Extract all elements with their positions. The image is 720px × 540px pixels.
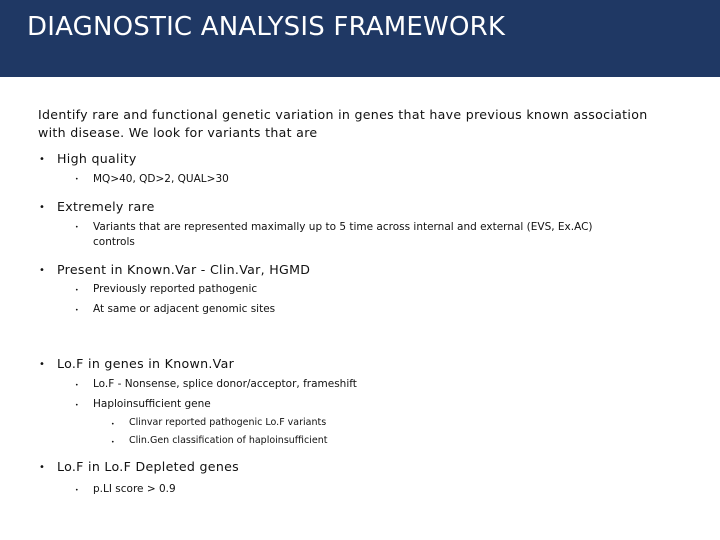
bullet-marker: • (111, 421, 115, 428)
criterion-detail: At same or adjacent genomic sites (93, 303, 276, 315)
bullet-marker: • (111, 439, 115, 446)
criterion-detail: MQ>40, QD>2, QUAL>30 (93, 173, 229, 185)
bullet-marker: • (75, 287, 79, 294)
bullet-marker: • (39, 462, 45, 473)
criterion-detail: Haploinsufficient gene (93, 398, 211, 410)
bullet-marker: • (75, 487, 79, 494)
criterion-lof-depleted: Lo.F in Lo.F Depleted genes (57, 459, 240, 474)
bullet-marker: • (75, 176, 79, 183)
bullet-marker: • (39, 202, 45, 213)
bullet-marker: • (39, 154, 45, 165)
bullet-marker: • (39, 265, 45, 276)
bullet-marker: • (75, 307, 79, 314)
criterion-detail-continued: controls (93, 236, 135, 248)
slide-title: DIAGNOSTIC ANALYSIS FRAMEWORK (27, 12, 506, 42)
criterion-present-in-knownvar: Present in Known.Var - Clin.Var, HGMD (57, 262, 311, 277)
criterion-detail: Variants that are represented maximally up to 5 time across internal and external (EVS, Ex.AC) (93, 221, 593, 233)
bullet-marker: • (75, 224, 79, 231)
bullet-marker: • (39, 359, 45, 370)
criterion-subdetail: Clinvar reported pathogenic Lo.F variants (129, 417, 327, 428)
criterion-extremely-rare: Extremely rare (57, 199, 155, 214)
bullet-marker: • (75, 402, 79, 409)
criterion-detail: p.LI score > 0.9 (93, 483, 176, 495)
bullet-marker: • (75, 382, 79, 389)
criterion-high-quality: High quality (57, 151, 137, 166)
intro-paragraph: Identify rare and functional genetic variation in genes that have previous known association with disease. We look for variants that are (38, 107, 648, 140)
criterion-detail: Previously reported pathogenic (93, 283, 258, 295)
criterion-lof-in-knownvar: Lo.F in genes in Known.Var (57, 356, 235, 371)
criterion-detail: Lo.F - Nonsense, splice donor/acceptor, frameshift (93, 378, 357, 390)
criterion-subdetail: Clin.Gen classification of haploinsufficient (129, 435, 328, 446)
